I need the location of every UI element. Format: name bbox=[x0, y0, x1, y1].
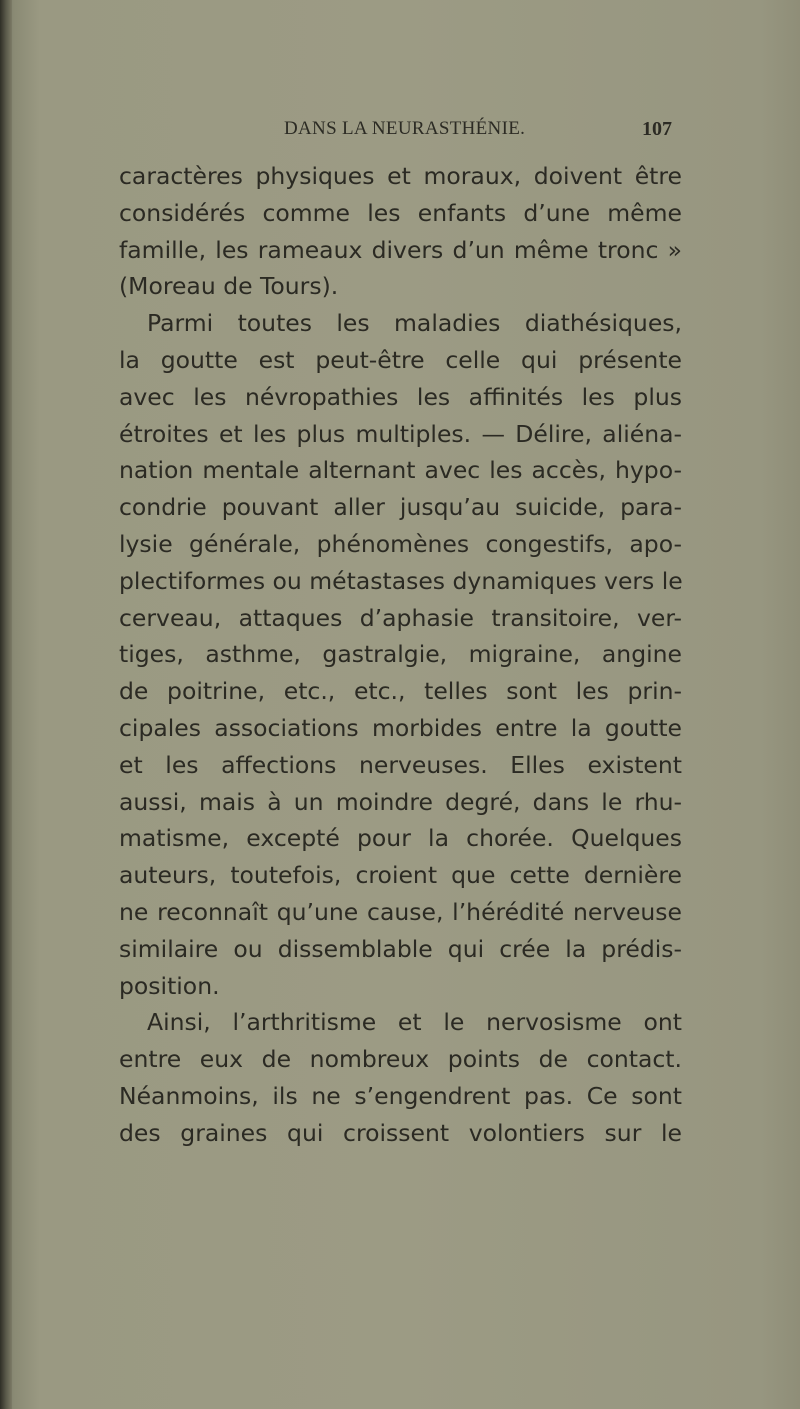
text-line: caractères physiques et moraux, doivent être bbox=[119, 162, 682, 190]
text-line: lysie générale, phénomènes congestifs, apo- bbox=[119, 529, 682, 558]
paragraph-start-line: Ainsi, l’arthritisme et le nervosisme ont bbox=[147, 1008, 682, 1037]
text-line: similaire ou dissemblable qui crée la prédis- bbox=[119, 934, 682, 963]
text-line: position. bbox=[119, 971, 220, 1000]
text-line: considérés comme les enfants d’une même bbox=[119, 198, 682, 227]
page-header bbox=[0, 115, 800, 145]
text-line: famille, les rameaux divers d’un même tronc » bbox=[119, 235, 682, 264]
body-text bbox=[119, 158, 682, 1152]
text-line: des graines qui croissent volontiers sur le bbox=[119, 1118, 682, 1147]
text-line: auteurs, toutefois, croient que cette dernière bbox=[119, 861, 682, 890]
text-line: cipales associations morbides entre la goutte bbox=[119, 713, 682, 742]
page-number: 107 bbox=[642, 118, 672, 140]
running-head: DANS LA NEURASTHÉNIE. bbox=[284, 118, 526, 139]
text-line: condrie pouvant aller jusqu’au suicide, para- bbox=[119, 493, 682, 522]
book-spine-shadow bbox=[0, 0, 12, 1409]
text-line: et les affections nerveuses. Elles existent bbox=[119, 750, 682, 779]
text-line: (Moreau de Tours). bbox=[119, 272, 339, 301]
text-line: avec les névropathies les affinités les plus bbox=[119, 382, 682, 411]
text-line: nation mentale alternant avec les accès, hypo- bbox=[119, 456, 682, 485]
paragraph-start-line: Parmi toutes les maladies diathésiques, bbox=[147, 309, 682, 338]
text-line: tiges, asthme, gastralgie, migraine, angine bbox=[119, 640, 682, 669]
text-line: matisme, excepté pour la chorée. Quelques bbox=[119, 824, 682, 853]
text-line: de poitrine, etc., etc., telles sont les prin- bbox=[119, 677, 682, 706]
text-line: étroites et les plus multiples. — Délire, aliéna- bbox=[119, 419, 682, 448]
text-line: la goutte est peut-être celle qui présente bbox=[119, 345, 682, 374]
text-line: Néanmoins, ils ne s’engendrent pas. Ce sont bbox=[119, 1081, 682, 1110]
text-line: plectiformes ou métastases dynamiques vers le bbox=[119, 566, 683, 595]
text-line: aussi, mais à un moindre degré, dans le rhu- bbox=[119, 787, 682, 816]
text-line: cerveau, attaques d’aphasie transitoire, ver- bbox=[119, 603, 682, 632]
text-line: entre eux de nombreux points de contact. bbox=[119, 1045, 682, 1074]
text-line: ne reconnaît qu’une cause, l’hérédité nerveuse bbox=[119, 897, 682, 926]
